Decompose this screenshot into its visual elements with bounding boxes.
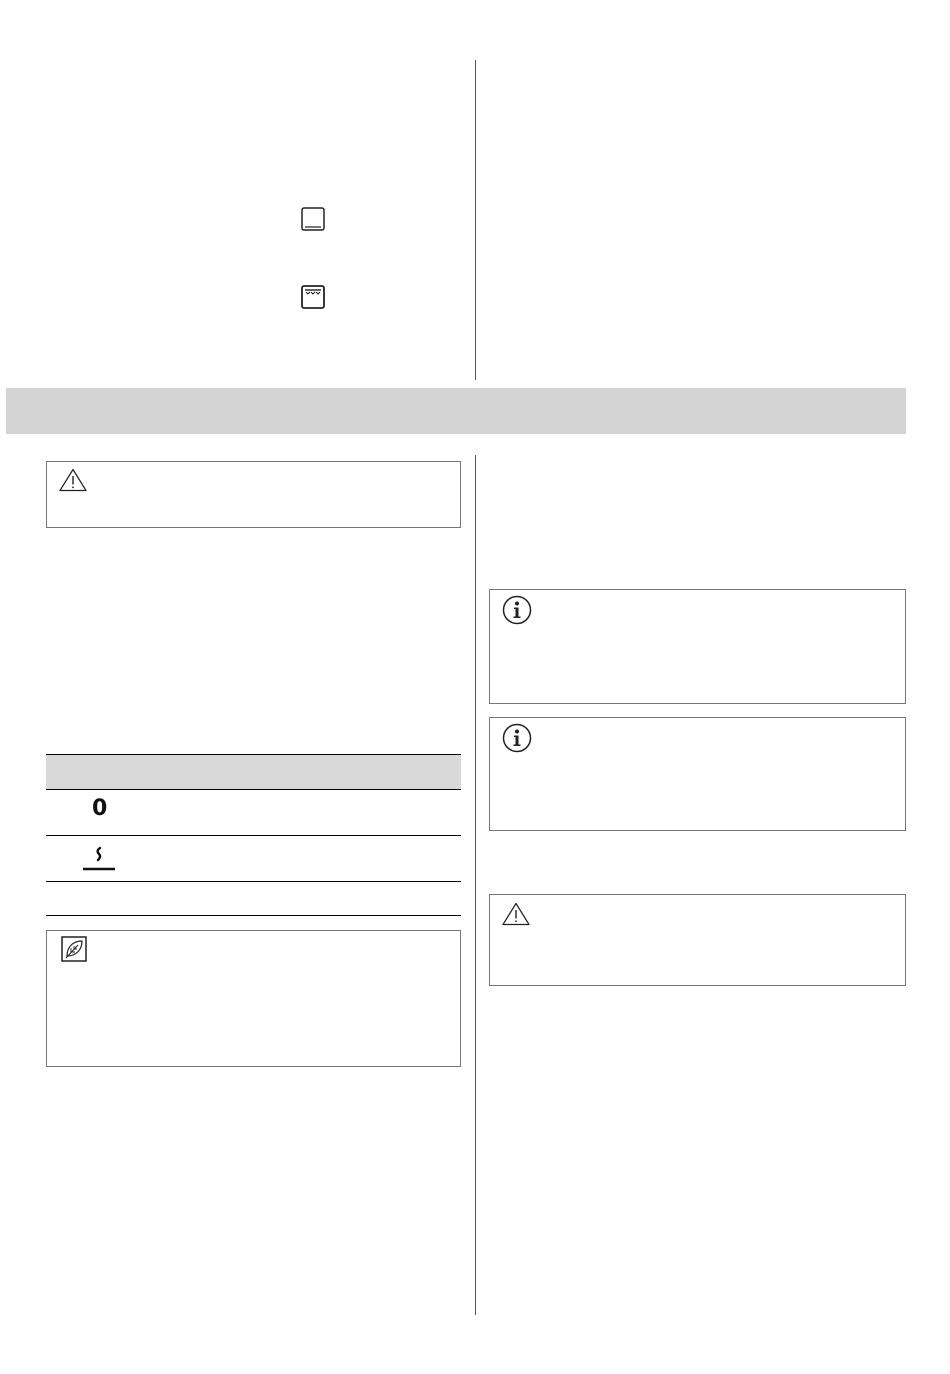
column-divider-bottom: [475, 455, 476, 1315]
warning-triangle-icon: [502, 902, 530, 926]
environment-leaf-icon: [61, 936, 87, 962]
warning-box-right: [489, 894, 906, 986]
oven-top-heat-icon: [301, 285, 325, 309]
column-divider-top: [475, 60, 476, 380]
table-row: [46, 790, 461, 836]
residual-heat-icon: [82, 844, 116, 872]
environment-box: [46, 930, 461, 1067]
info-circle-icon: [502, 723, 532, 753]
table-header: [46, 754, 461, 790]
table-row: [46, 882, 461, 916]
zero-symbol: 0: [92, 796, 108, 821]
oven-frame-icon: [301, 207, 325, 231]
info-circle-icon: [502, 595, 532, 625]
section-header-bar: [6, 388, 906, 434]
info-box-2: [489, 717, 906, 831]
table-row: [46, 836, 461, 882]
warning-triangle-icon: [59, 468, 87, 492]
warning-box: [46, 461, 461, 528]
info-box-1: [489, 589, 906, 704]
residual-heat-table: [46, 754, 461, 916]
